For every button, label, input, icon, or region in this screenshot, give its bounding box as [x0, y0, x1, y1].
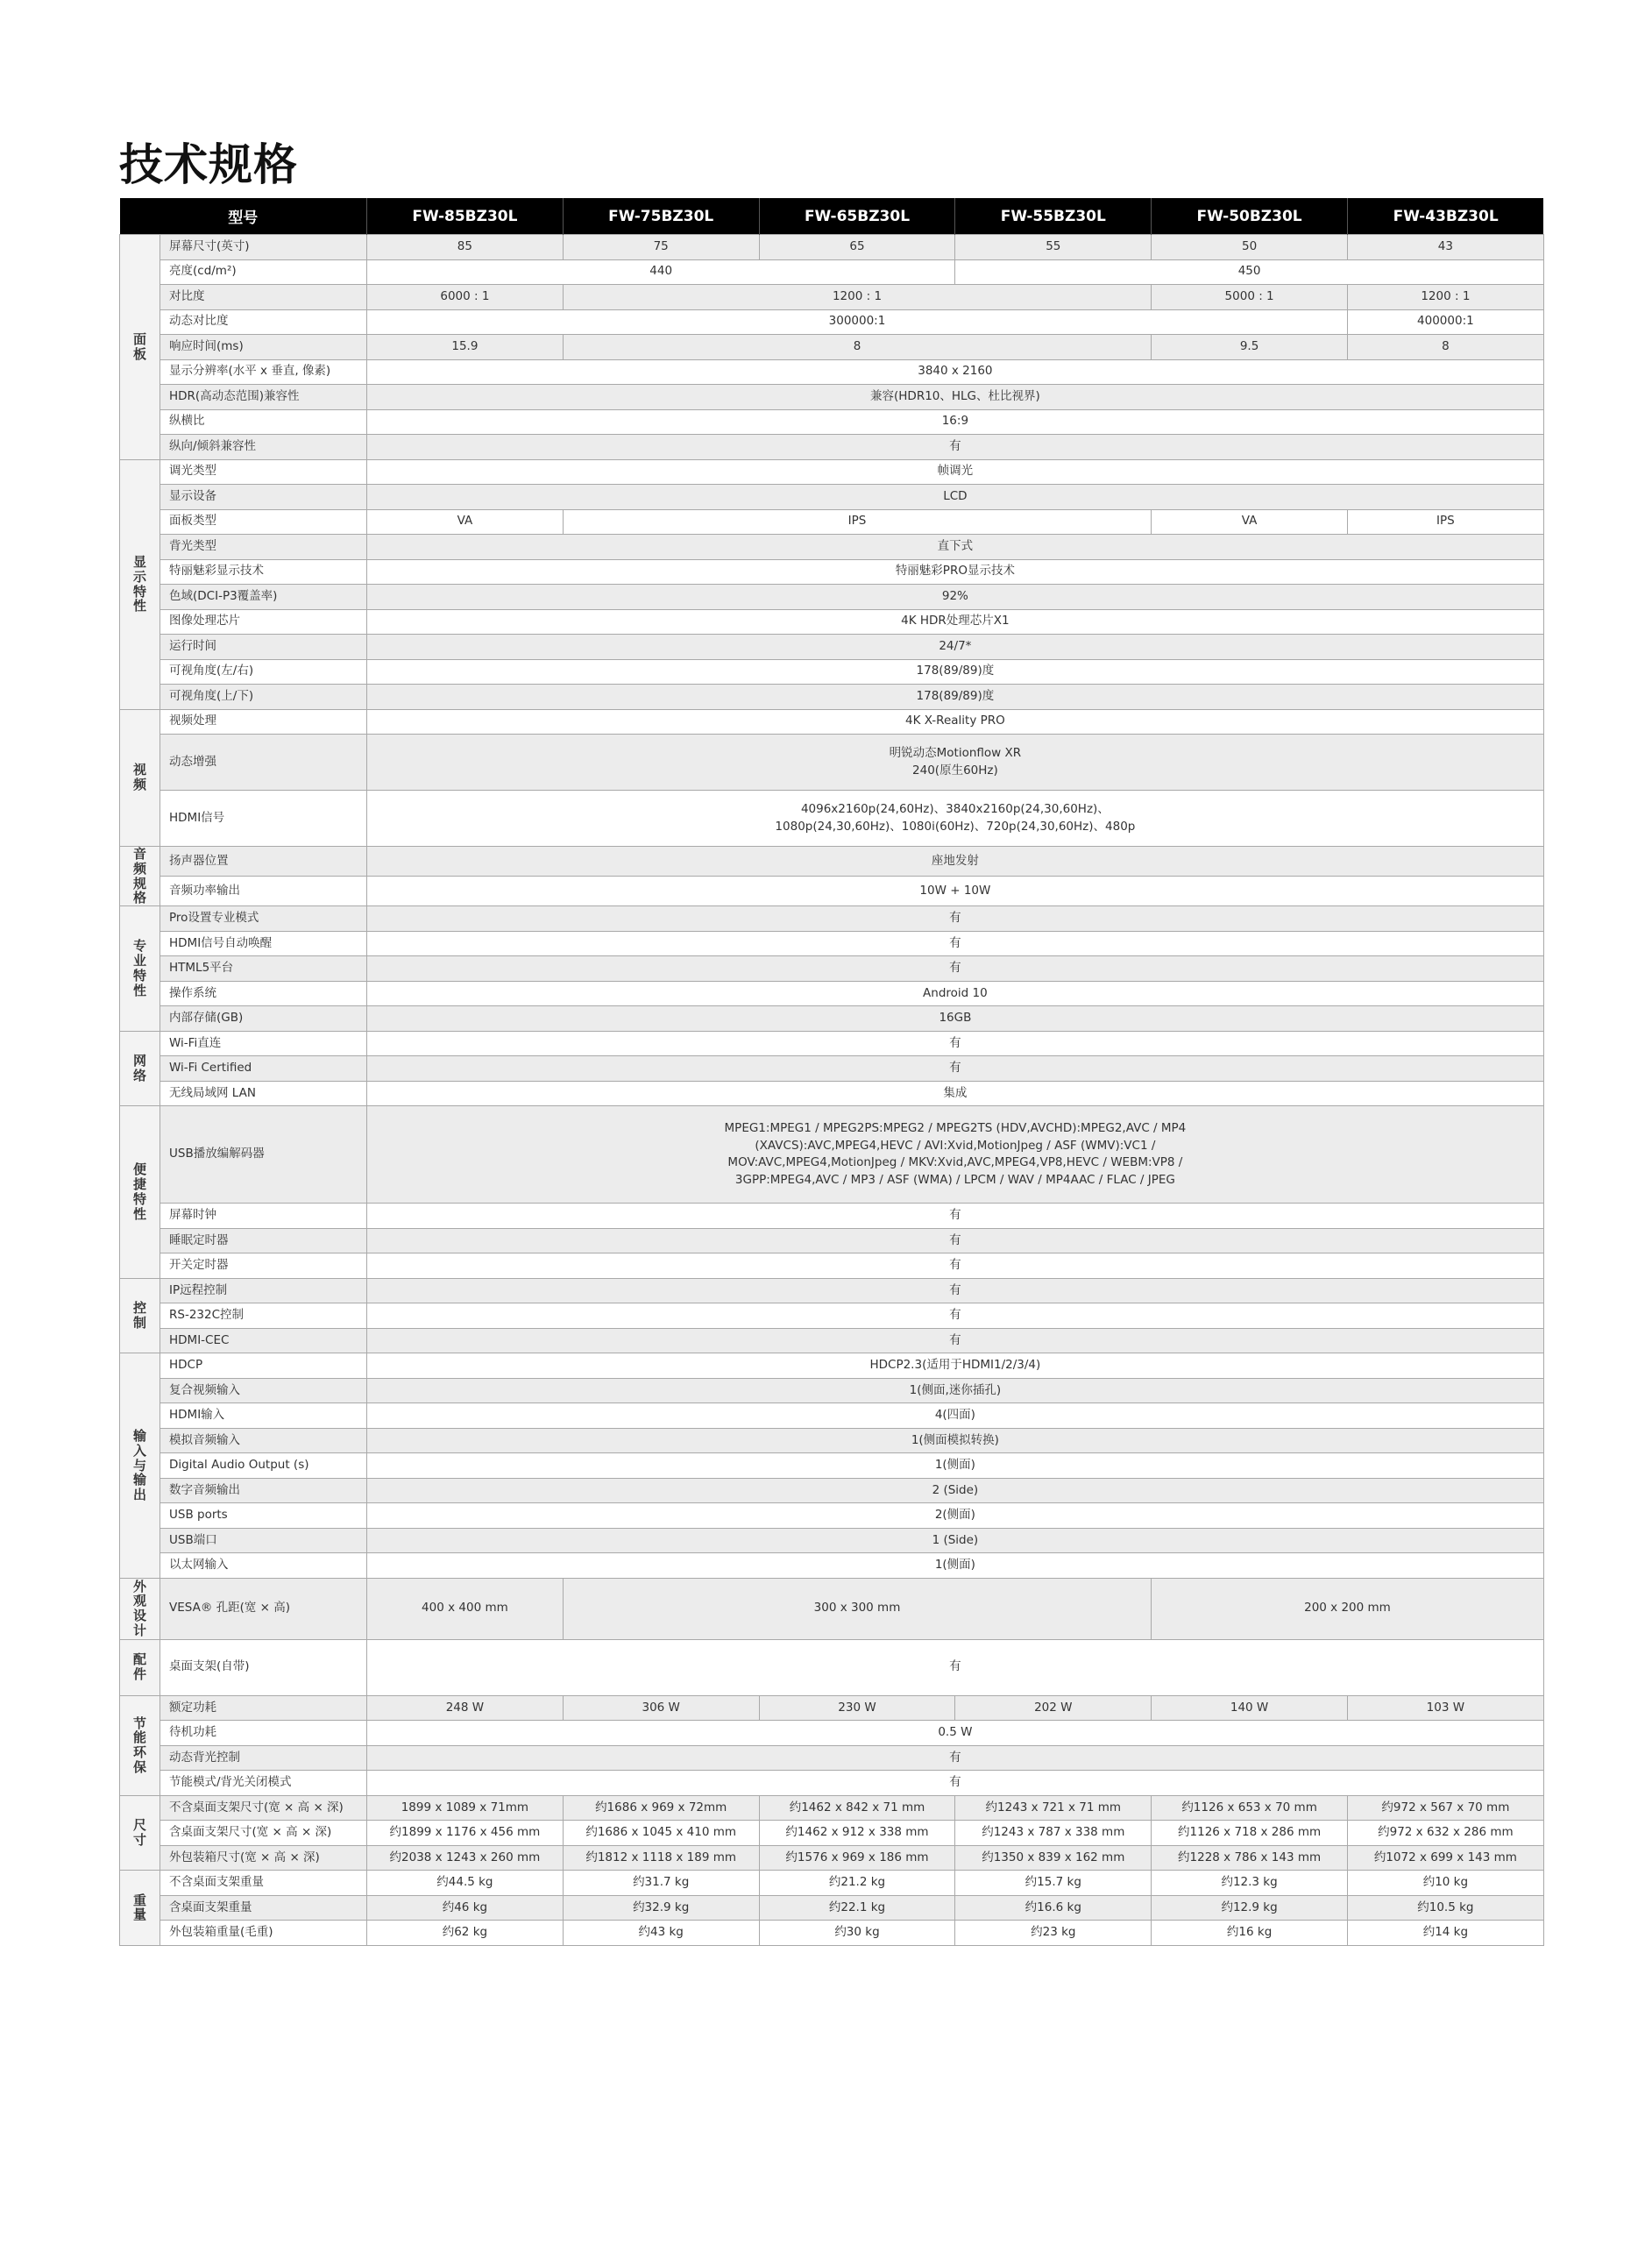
spec-label: USB ports [160, 1503, 367, 1529]
spec-label: 含桌面支架尺寸(宽 × 高 × 深) [160, 1821, 367, 1846]
spec-value: 4096x2160p(24,60Hz)、3840x2160p(24,30,60Hz)、 1080p(24,30,60Hz)、1080i(60Hz)、720p(24,30,60Hz)、480p [367, 791, 1544, 847]
spec-value: 约12.9 kg [1152, 1895, 1348, 1921]
spec-row [120, 791, 1544, 847]
section-label-text: 视频 [132, 762, 146, 793]
model-column-header: FW-43BZ30L [1347, 198, 1543, 235]
spec-label: 特丽魅彩显示技术 [160, 559, 367, 585]
section-label-text: 控制 [132, 1300, 146, 1331]
spec-label: 待机功耗 [160, 1721, 367, 1746]
spec-value: LCD [367, 485, 1544, 510]
spec-value: 440 [367, 259, 955, 285]
spec-value: 1 (Side) [367, 1528, 1544, 1553]
spec-value: 约1228 x 786 x 143 mm [1152, 1845, 1348, 1871]
spec-label: 图像处理芯片 [160, 609, 367, 635]
spec-row [120, 409, 1544, 435]
spec-value: 约1126 x 653 x 70 mm [1152, 1795, 1348, 1821]
spec-row [120, 931, 1544, 956]
spec-value: 约12.3 kg [1152, 1871, 1348, 1896]
spec-value: 24/7* [367, 635, 1544, 660]
spec-label: 操作系统 [160, 981, 367, 1006]
spec-value: 约1243 x 721 x 71 mm [955, 1795, 1152, 1821]
spec-row [120, 1353, 1544, 1379]
spec-value: 有 [367, 956, 1544, 982]
spec-value: 0.5 W [367, 1721, 1544, 1746]
spec-row [120, 1821, 1544, 1846]
spec-value: 直下式 [367, 535, 1544, 560]
spec-value: 约22.1 kg [759, 1895, 955, 1921]
spec-label: 数字音频输出 [160, 1478, 367, 1503]
spec-value: 306 W [563, 1695, 759, 1721]
spec-label: Wi-Fi Certified [160, 1056, 367, 1082]
spec-value: 约1576 x 969 x 186 mm [759, 1845, 955, 1871]
spec-value: 43 [1347, 235, 1543, 260]
model-column-header: FW-65BZ30L [759, 198, 955, 235]
spec-label: 模拟音频输入 [160, 1428, 367, 1453]
spec-value: 有 [367, 1771, 1544, 1796]
spec-value: 300 x 300 mm [563, 1578, 1151, 1639]
spec-value: 2 (Side) [367, 1478, 1544, 1503]
spec-value: 约31.7 kg [563, 1871, 759, 1896]
spec-label: 色域(DCI-P3覆盖率) [160, 585, 367, 610]
section-label [120, 847, 160, 906]
spec-value: 230 W [759, 1695, 955, 1721]
spec-value: 有 [367, 1228, 1544, 1253]
spec-row [120, 1403, 1544, 1429]
spec-value: 约10.5 kg [1347, 1895, 1543, 1921]
spec-value: 4(四面) [367, 1403, 1544, 1429]
spec-value: 约1350 x 839 x 162 mm [955, 1845, 1152, 1871]
section-label [120, 1031, 160, 1106]
spec-row [120, 1695, 1544, 1721]
spec-value: 有 [367, 906, 1544, 932]
spec-label: 桌面支架(自带) [160, 1639, 367, 1695]
section-label [120, 1353, 160, 1579]
section-label [120, 709, 160, 847]
spec-row [120, 235, 1544, 260]
spec-label: USB播放编解码器 [160, 1106, 367, 1204]
spec-value: 有 [367, 1031, 1544, 1056]
spec-row [120, 1478, 1544, 1503]
spec-value: 约44.5 kg [367, 1871, 564, 1896]
spec-label: 调光类型 [160, 459, 367, 485]
spec-value: 座地发射 [367, 847, 1544, 877]
header-row [120, 198, 1544, 235]
spec-value: 2(侧面) [367, 1503, 1544, 1529]
spec-value: 有 [367, 931, 1544, 956]
spec-value: MPEG1:MPEG1 / MPEG2PS:MPEG2 / MPEG2TS (HDV,AVCHD):MPEG2,AVC / MP4 (XAVCS):AVC,MPEG4,HEVC / AVI:Xvid,MotionJpeg / ASF (WMV):VC1 / MOV:AVC,MPEG4,MotionJpeg / MKV:Xvid,AVC,MPEG4,VP8,HEVC / WEBM:VP8 / 3GPP:MPEG4,AVC / MP3 / ASF (WMA) / LPCM / WAV / MP4AAC / FLAC / JPEG [367, 1106, 1544, 1204]
spec-value: 65 [759, 235, 955, 260]
spec-row [120, 359, 1544, 385]
spec-value: 约15.7 kg [955, 1871, 1152, 1896]
spec-label: 复合视频输入 [160, 1378, 367, 1403]
spec-value: IPS [563, 509, 1151, 535]
spec-label: 扬声器位置 [160, 847, 367, 877]
spec-value: 约14 kg [1347, 1921, 1543, 1946]
section-label [120, 1871, 160, 1946]
spec-label: 动态背光控制 [160, 1745, 367, 1771]
spec-value: 10W + 10W [367, 877, 1544, 906]
spec-value: 约1126 x 718 x 286 mm [1152, 1821, 1348, 1846]
spec-label: 动态增强 [160, 735, 367, 791]
spec-value: 集成 [367, 1081, 1544, 1106]
spec-row [120, 485, 1544, 510]
spec-row [120, 1845, 1544, 1871]
spec-label: 纵向/倾斜兼容性 [160, 435, 367, 460]
spec-value: 约30 kg [759, 1921, 955, 1946]
spec-row [120, 1081, 1544, 1106]
spec-value: 8 [1347, 335, 1543, 360]
spec-row [120, 685, 1544, 710]
spec-row [120, 385, 1544, 410]
spec-value: VA [367, 509, 564, 535]
page-title: 技术规格 [119, 139, 298, 190]
spec-row [120, 735, 1544, 791]
spec-value: 约23 kg [955, 1921, 1152, 1946]
spec-row [120, 335, 1544, 360]
spec-label: IP远程控制 [160, 1278, 367, 1303]
spec-row [120, 635, 1544, 660]
section-label [120, 1639, 160, 1695]
spec-label: 不含桌面支架尺寸(宽 × 高 × 深) [160, 1795, 367, 1821]
spec-label: Wi-Fi直连 [160, 1031, 367, 1056]
spec-value: 400 x 400 mm [367, 1578, 564, 1639]
spec-label: 开关定时器 [160, 1253, 367, 1279]
spec-value: HDCP2.3(适用于HDMI1/2/3/4) [367, 1353, 1544, 1379]
spec-row [120, 1745, 1544, 1771]
spec-value: 178(89/89)度 [367, 659, 1544, 685]
spec-row [120, 906, 1544, 932]
spec-value: 1(侧面模拟转换) [367, 1428, 1544, 1453]
spec-row [120, 1721, 1544, 1746]
spec-value: 约16.6 kg [955, 1895, 1152, 1921]
spec-value: 约972 x 632 x 286 mm [1347, 1821, 1543, 1846]
spec-row [120, 1453, 1544, 1479]
section-label-text: 面板 [132, 330, 146, 362]
spec-row [120, 1639, 1544, 1695]
spec-value: 有 [367, 1253, 1544, 1279]
spec-row [120, 535, 1544, 560]
section-label [120, 906, 160, 1032]
spec-label: 节能模式/背光关闭模式 [160, 1771, 367, 1796]
spec-value: 约1899 x 1176 x 456 mm [367, 1821, 564, 1846]
spec-value: 450 [955, 259, 1543, 285]
section-label-text: 音频规格 [132, 846, 146, 906]
section-label-text: 配件 [132, 1651, 146, 1683]
model-column-header: FW-50BZ30L [1152, 198, 1348, 235]
spec-value: 1(侧面) [367, 1453, 1544, 1479]
spec-value: 约1686 x 969 x 72mm [563, 1795, 759, 1821]
spec-label: 响应时间(ms) [160, 335, 367, 360]
spec-value: 140 W [1152, 1695, 1348, 1721]
section-label [120, 235, 160, 460]
spec-row [120, 659, 1544, 685]
spec-row [120, 1106, 1544, 1204]
spec-label: 外包装箱尺寸(宽 × 高 × 深) [160, 1845, 367, 1871]
spec-value: 50 [1152, 235, 1348, 260]
spec-value: 16GB [367, 1006, 1544, 1032]
spec-row [120, 1204, 1544, 1229]
spec-value: 约1812 x 1118 x 189 mm [563, 1845, 759, 1871]
spec-table-header [120, 198, 1544, 235]
spec-value: 明锐动态Motionflow XR 240(原生60Hz) [367, 735, 1544, 791]
spec-value: 约43 kg [563, 1921, 759, 1946]
spec-label: 显示分辨率(水平 x 垂直, 像素) [160, 359, 367, 385]
spec-value: 3840 x 2160 [367, 359, 1544, 385]
spec-row [120, 1253, 1544, 1279]
spec-label: HDCP [160, 1353, 367, 1379]
spec-value: 85 [367, 235, 564, 260]
spec-value: 约1686 x 1045 x 410 mm [563, 1821, 759, 1846]
section-label-text: 网络 [132, 1053, 146, 1083]
spec-value: 约1072 x 699 x 143 mm [1347, 1845, 1543, 1871]
section-label-text: 重量 [132, 1892, 146, 1923]
section-label [120, 1795, 160, 1871]
spec-label: HTML5平台 [160, 956, 367, 982]
spec-value: 1200 : 1 [1347, 285, 1543, 310]
section-label-text: 便捷特性 [132, 1161, 146, 1222]
spec-value: 15.9 [367, 335, 564, 360]
spec-row [120, 1921, 1544, 1946]
spec-row [120, 1328, 1544, 1353]
spec-table-body [120, 235, 1544, 1946]
spec-label: 背光类型 [160, 535, 367, 560]
spec-label: HDR(高动态范围)兼容性 [160, 385, 367, 410]
model-header-label: 型号 [120, 198, 367, 235]
spec-row [120, 1895, 1544, 1921]
spec-row [120, 1428, 1544, 1453]
spec-value: 400000:1 [1347, 309, 1543, 335]
spec-row [120, 877, 1544, 906]
spec-row [120, 1795, 1544, 1821]
spec-value: 约32.9 kg [563, 1895, 759, 1921]
spec-label: HDMI信号 [160, 791, 367, 847]
spec-row [120, 559, 1544, 585]
spec-row [120, 981, 1544, 1006]
spec-label: 额定功耗 [160, 1695, 367, 1721]
spec-row [120, 956, 1544, 982]
spec-label: 音频功率输出 [160, 877, 367, 906]
section-label-text: 显示特性 [132, 553, 146, 614]
spec-row [120, 1553, 1544, 1579]
section-label-text: 外观设计 [132, 1578, 146, 1638]
spec-value: 约1462 x 912 x 338 mm [759, 1821, 955, 1846]
section-label-text: 专业特性 [132, 938, 146, 998]
spec-label: 运行时间 [160, 635, 367, 660]
spec-value: 300000:1 [367, 309, 1348, 335]
spec-row [120, 1578, 1544, 1639]
spec-value: 有 [367, 1639, 1544, 1695]
spec-value: 约21.2 kg [759, 1871, 955, 1896]
spec-row [120, 1528, 1544, 1553]
spec-row [120, 1871, 1544, 1896]
spec-row [120, 459, 1544, 485]
spec-value: 约62 kg [367, 1921, 564, 1946]
spec-label: Digital Audio Output (s) [160, 1453, 367, 1479]
spec-label: 可视角度(上/下) [160, 685, 367, 710]
spec-row [120, 435, 1544, 460]
spec-label: 可视角度(左/右) [160, 659, 367, 685]
spec-value: 约1462 x 842 x 71 mm [759, 1795, 955, 1821]
spec-row [120, 309, 1544, 335]
spec-value: 1(侧面) [367, 1553, 1544, 1579]
spec-label: 纵横比 [160, 409, 367, 435]
spec-value: 特丽魅彩PRO显示技术 [367, 559, 1544, 585]
spec-label: Pro设置专业模式 [160, 906, 367, 932]
spec-row [120, 1006, 1544, 1032]
model-column-header: FW-55BZ30L [955, 198, 1152, 235]
spec-label: HDMI-CEC [160, 1328, 367, 1353]
spec-value: 有 [367, 1303, 1544, 1329]
spec-value: 约2038 x 1243 x 260 mm [367, 1845, 564, 1871]
spec-label: 显示设备 [160, 485, 367, 510]
spec-label: 屏幕时钟 [160, 1204, 367, 1229]
spec-label: USB端口 [160, 1528, 367, 1553]
spec-value: 约16 kg [1152, 1921, 1348, 1946]
spec-row [120, 1378, 1544, 1403]
spec-value: 6000 : 1 [367, 285, 564, 310]
spec-value: 200 x 200 mm [1152, 1578, 1544, 1639]
spec-label: 睡眠定时器 [160, 1228, 367, 1253]
spec-row [120, 1278, 1544, 1303]
spec-label: VESA® 孔距(宽 × 高) [160, 1578, 367, 1639]
section-label [120, 1278, 160, 1353]
spec-row [120, 585, 1544, 610]
spec-label: 动态对比度 [160, 309, 367, 335]
spec-value: 103 W [1347, 1695, 1543, 1721]
spec-value: 有 [367, 1328, 1544, 1353]
spec-value: 8 [563, 335, 1151, 360]
spec-value: 1899 x 1089 x 71mm [367, 1795, 564, 1821]
spec-value: 帧调光 [367, 459, 1544, 485]
spec-label: HDMI信号自动唤醒 [160, 931, 367, 956]
spec-value: 16:9 [367, 409, 1544, 435]
spec-label: 内部存储(GB) [160, 1006, 367, 1032]
spec-label: HDMI输入 [160, 1403, 367, 1429]
spec-label: 对比度 [160, 285, 367, 310]
spec-value: 202 W [955, 1695, 1152, 1721]
spec-row [120, 1228, 1544, 1253]
spec-label: 屏幕尺寸(英寸) [160, 235, 367, 260]
spec-label: RS-232C控制 [160, 1303, 367, 1329]
spec-row [120, 1056, 1544, 1082]
spec-row [120, 1031, 1544, 1056]
spec-value: 1(侧面,迷你插孔) [367, 1378, 1544, 1403]
spec-label: 亮度(cd/m²) [160, 259, 367, 285]
spec-value: 有 [367, 435, 1544, 460]
spec-value: 兼容(HDR10、HLG、杜比视界) [367, 385, 1544, 410]
spec-value: 5000 : 1 [1152, 285, 1348, 310]
spec-value: 约972 x 567 x 70 mm [1347, 1795, 1543, 1821]
spec-value: VA [1152, 509, 1348, 535]
section-label [120, 459, 160, 709]
spec-value: 有 [367, 1056, 1544, 1082]
spec-table [119, 198, 1544, 1946]
spec-value: 约10 kg [1347, 1871, 1543, 1896]
spec-row [120, 259, 1544, 285]
spec-value: 55 [955, 235, 1152, 260]
spec-row [120, 285, 1544, 310]
section-label-text: 尺寸 [132, 1817, 146, 1848]
spec-value: 约46 kg [367, 1895, 564, 1921]
spec-value: 248 W [367, 1695, 564, 1721]
spec-row [120, 1771, 1544, 1796]
spec-label: 无线局域网 LAN [160, 1081, 367, 1106]
spec-value: Android 10 [367, 981, 1544, 1006]
spec-label: 面板类型 [160, 509, 367, 535]
section-label-text: 输入与输出 [132, 1427, 146, 1503]
spec-value: 75 [563, 235, 759, 260]
spec-label: 外包装箱重量(毛重) [160, 1921, 367, 1946]
spec-value: 约1243 x 787 x 338 mm [955, 1821, 1152, 1846]
spec-value: 1200 : 1 [563, 285, 1151, 310]
section-label [120, 1106, 160, 1279]
spec-value: 4K X-Reality PRO [367, 709, 1544, 735]
spec-row [120, 709, 1544, 735]
spec-value: IPS [1347, 509, 1543, 535]
spec-value: 178(89/89)度 [367, 685, 1544, 710]
spec-label: 以太网输入 [160, 1553, 367, 1579]
spec-value: 有 [367, 1745, 1544, 1771]
model-column-header: FW-85BZ30L [367, 198, 564, 235]
section-label [120, 1578, 160, 1639]
spec-value: 有 [367, 1204, 1544, 1229]
spec-value: 有 [367, 1278, 1544, 1303]
section-label-text: 节能环保 [132, 1715, 146, 1775]
spec-label: 不含桌面支架重量 [160, 1871, 367, 1896]
spec-value: 4K HDR处理芯片X1 [367, 609, 1544, 635]
spec-row [120, 509, 1544, 535]
spec-row [120, 609, 1544, 635]
spec-value: 9.5 [1152, 335, 1348, 360]
spec-row [120, 847, 1544, 877]
spec-row [120, 1303, 1544, 1329]
spec-label: 视频处理 [160, 709, 367, 735]
model-column-header: FW-75BZ30L [563, 198, 759, 235]
spec-row [120, 1503, 1544, 1529]
section-label [120, 1695, 160, 1795]
spec-label: 含桌面支架重量 [160, 1895, 367, 1921]
spec-value: 92% [367, 585, 1544, 610]
